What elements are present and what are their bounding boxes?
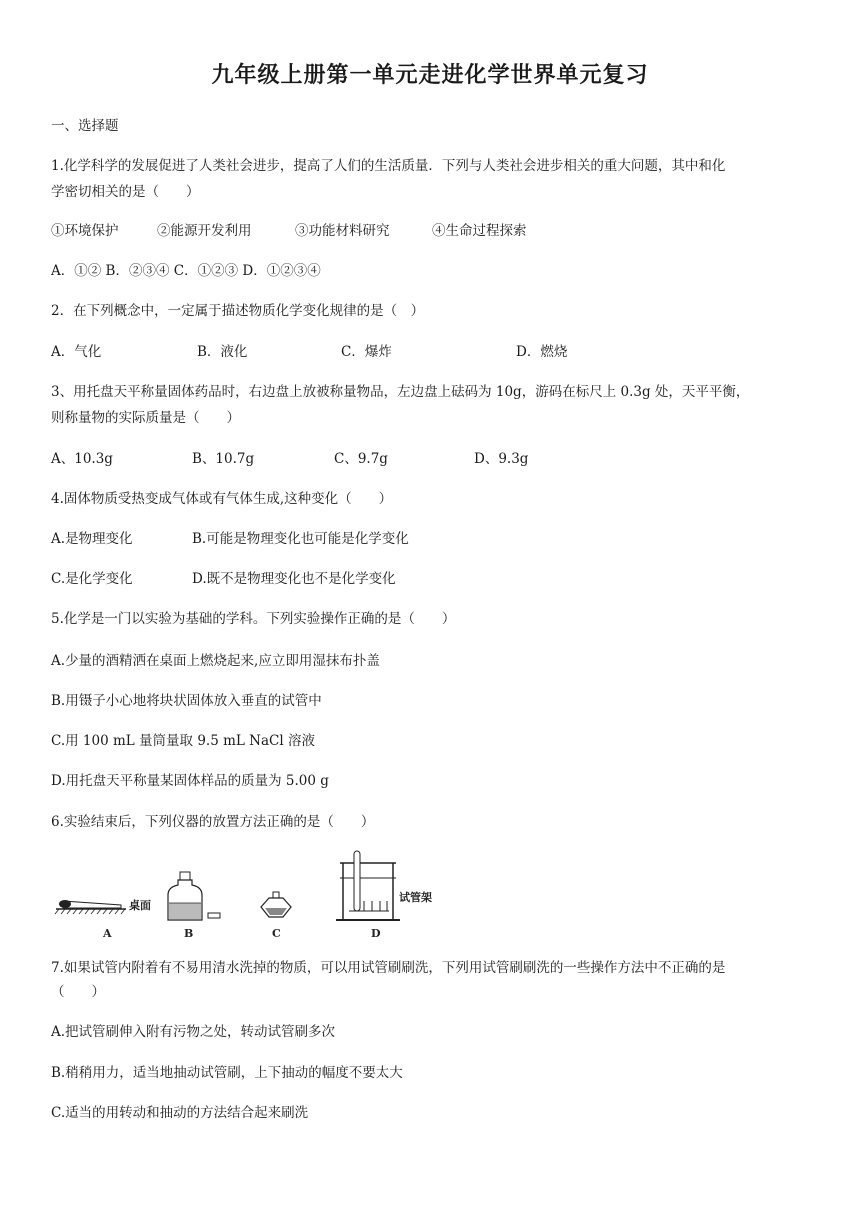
- q7-option-c: C.适当的用转动和抽动的方法结合起来刷洗: [51, 1105, 309, 1121]
- q4-option-b: B.可能是物理变化也可能是化学变化: [192, 531, 409, 547]
- desk-label: 桌面: [129, 899, 151, 912]
- q1-item-1: ①环境保护: [51, 223, 119, 239]
- q1-stem-line2: 学密切相关的是（ ）: [51, 184, 200, 200]
- q1-item-3: ③功能材料研究: [295, 223, 390, 239]
- q2-options: [51, 340, 821, 364]
- q2-option-b: B．液化: [197, 344, 248, 360]
- q5-option-a: A.少量的酒精洒在桌面上燃烧起来,应立即用湿抹布扑盖: [51, 653, 380, 669]
- lab-instruments-diagram: [51, 845, 471, 945]
- q3-stem-line1: 3、用托盘天平称量固体药品时，右边盘上放被称量物品，左边盘上砝码为 10g，游码在标尺上 0.3g 处，天平平衡，: [51, 384, 750, 400]
- q2-option-d: D．燃烧: [516, 344, 568, 360]
- q3-option-d: D、9.3g: [474, 451, 529, 467]
- q3-option-c: C、9.7g: [334, 451, 388, 467]
- q3-options: [51, 447, 821, 471]
- q3-stem-line2: 则称量物的实际质量是（ ）: [51, 410, 240, 426]
- q5-option-b: B.用镊子小心地将块状固体放入垂直的试管中: [51, 693, 322, 709]
- figure-a-test-tube-on-desk: [55, 898, 151, 940]
- figure-d-test-tube-rack: [336, 851, 432, 940]
- q4-option-a: A.是物理变化: [51, 531, 133, 547]
- q4-option-d: D.既不是物理变化也不是化学变化: [192, 571, 396, 587]
- rack-label: 试管架: [399, 891, 432, 904]
- q5-stem: 5.化学是一门以实验为基础的学科。下列实验操作正确的是（ ）: [51, 611, 456, 627]
- q3-option-b: B、10.7g: [192, 451, 255, 467]
- q3-option-a: A、10.3g: [51, 451, 113, 467]
- q1-item-2: ②能源开发利用: [157, 223, 252, 239]
- figure-letter-d: D: [371, 927, 381, 940]
- q4-option-c: C.是化学变化: [51, 571, 133, 587]
- q2-stem: 2．在下列概念中，一定属于描述物质化学变化规律的是（ ）: [51, 303, 425, 319]
- q7-stem-line1: 7.如果试管内附着有不易用清水洗掉的物质，可以用试管刷刷洗，下列用试管刷刷洗的一些操作方法中不正确的是: [51, 960, 726, 976]
- q7-option-b: B.稍稍用力，适当地抽动试管刷，上下抽动的幅度不要太大: [51, 1065, 403, 1081]
- section-heading: 一、选择题: [51, 118, 119, 134]
- q6-figure: [51, 845, 471, 945]
- q4-stem: 4.固体物质受热变成气体或有气体生成,这种变化（ ）: [51, 491, 393, 507]
- q5-option-c: C.用 100 mL 量筒量取 9.5 mL NaCl 溶液: [51, 733, 315, 749]
- q5-option-d: D.用托盘天平称量某固体样品的质量为 5.00 g: [51, 773, 329, 789]
- figure-letter-b: B: [184, 927, 194, 940]
- q2-option-c: C．爆炸: [341, 344, 392, 360]
- q6-stem: 6.实验结束后，下列仪器的放置方法正确的是（ ）: [51, 814, 375, 830]
- figure-letter-a: A: [103, 927, 112, 940]
- figure-letter-c: C: [272, 927, 281, 940]
- q4-options-row2: [51, 567, 821, 591]
- figure-b-reagent-bottle: [168, 872, 220, 940]
- q7-option-a: A.把试管刷伸入附有污物之处，转动试管刷多次: [51, 1024, 336, 1040]
- q4-options-row1: [51, 527, 821, 551]
- q1-item-4: ④生命过程探索: [432, 223, 527, 239]
- q1-options: A．①② B．②③④ C．①②③ D．①②③④: [51, 263, 321, 279]
- figure-c-alcohol-lamp: [261, 892, 291, 940]
- q1-items: [51, 219, 821, 243]
- q1-stem-line1: 1.化学科学的发展促进了人类社会进步，提高了人们的生活质量．下列与人类社会进步相关的重大问题，其中和化: [51, 158, 726, 174]
- q2-option-a: A．气化: [51, 344, 102, 360]
- page-title: 九年级上册第一单元走进化学世界单元复习: [211, 63, 649, 88]
- q7-stem-line2: （ ）: [51, 984, 105, 1000]
